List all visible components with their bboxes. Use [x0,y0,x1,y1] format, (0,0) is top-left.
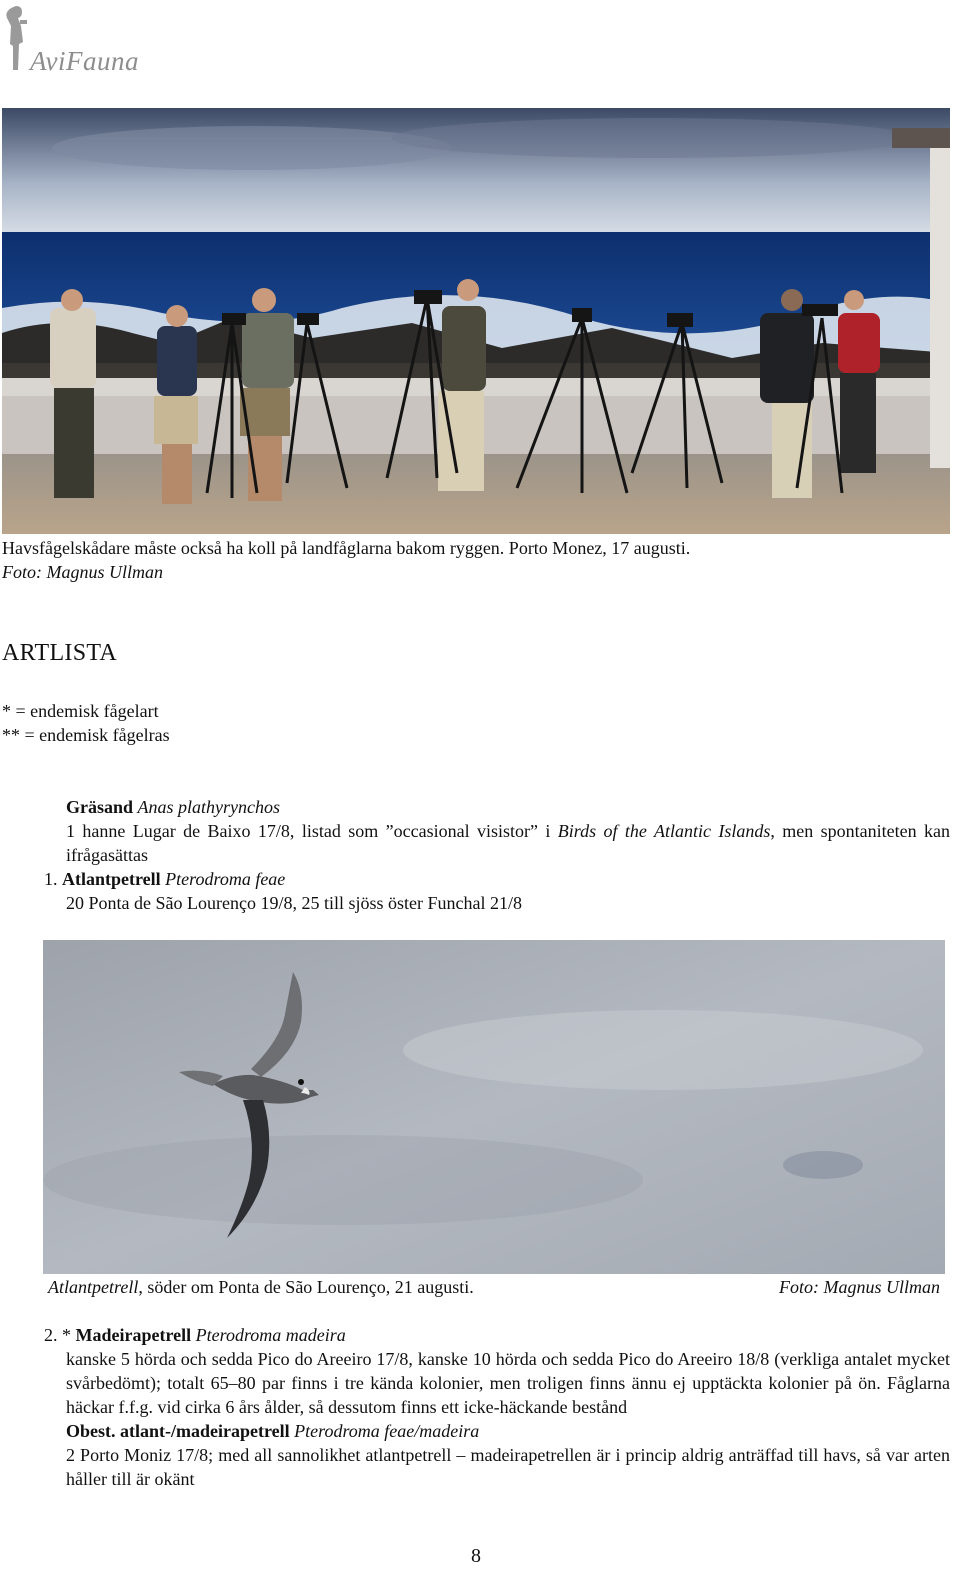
petrel-photo [43,940,945,1274]
species-entry-obest [66,1419,950,1491]
species-list-1 [44,795,951,915]
species-list-2 [44,1323,950,1491]
species-text: 2 Porto Moniz 17/8; med all sannolikhet atlantpetrell – madeirapetrellen är i princip aldrig anträffad till havs, så var arten håller till är okänt [66,1445,950,1489]
species-latin: Anas plathyrynchos [137,797,281,817]
section-title: ARTLISTA [2,640,118,666]
species-name: Gräsand [66,797,134,817]
species-entry-madeirapetrell [44,1323,950,1419]
species-number: 2. * [44,1325,71,1345]
species-name: Obest. atlant-/madeirapetrell [66,1421,290,1441]
photo1-caption-text: Havsfågelskådare måste också ha koll på landfåglarna bakom ryggen. Porto Monez, 17 augusti. [2,538,691,558]
species-text [66,819,950,867]
avifauna-logo [2,2,182,80]
species-latin: Pterodroma madeira [195,1325,346,1345]
legend-endemic-subspecies: ** = endemisk fågelras [2,725,170,745]
species-latin: Pterodroma feae/madeira [294,1421,480,1441]
page-number: 8 [471,1545,481,1567]
photo1-caption [2,536,942,584]
photo2-caption-text: , söder om Ponta de São Lourenço, 21 augusti. [138,1277,474,1297]
species-name: Atlantpetrell [62,869,161,889]
logo-text: AviFauna [30,46,139,76]
species-text: kanske 5 hörda och sedda Pico do Areeiro 17/8, kanske 10 hörda och sedda Pico do Areeiro 18/8 (verkliga antalet mycket svårbedömt); totalt 65–80 par finns i tre kända kolonier, men troligen finns ännu ej upptäckta kolonier på ön. Fåglarna häckar f.f.g. vid cirka 6 års ålder, så dessutom finns ett icke-häckande bestånd [66,1349,950,1417]
photo2-caption [48,1275,940,1299]
species-number: 1. [44,869,58,889]
birdwatchers-photo [2,108,950,534]
photo1-credit: Foto: Magnus Ullman [2,562,163,582]
species-entry-atlantpetrell [44,867,950,915]
photo2-credit: Foto: Magnus Ullman [779,1277,940,1297]
legend [2,699,170,747]
species-text-part: , men spontaniteten kan ifrågasättas [66,821,951,865]
species-text-part: 1 hanne Lugar de Baixo 17/8, listad som ”occasional visistor” i [66,821,558,841]
legend-endemic-species: * = endemisk fågelart [2,701,159,721]
species-name: Madeirapetrell [75,1325,192,1345]
birdwatcher-logo-icon [2,2,32,72]
species-latin: Pterodroma feae [165,869,286,889]
photo2-caption-species: Atlantpetrell [48,1277,139,1297]
book-title: Birds of the Atlantic Islands [557,821,771,841]
species-text: 20 Ponta de São Lourenço 19/8, 25 till sjöss öster Funchal 21/8 [66,893,522,913]
species-entry-grasand [66,795,950,867]
